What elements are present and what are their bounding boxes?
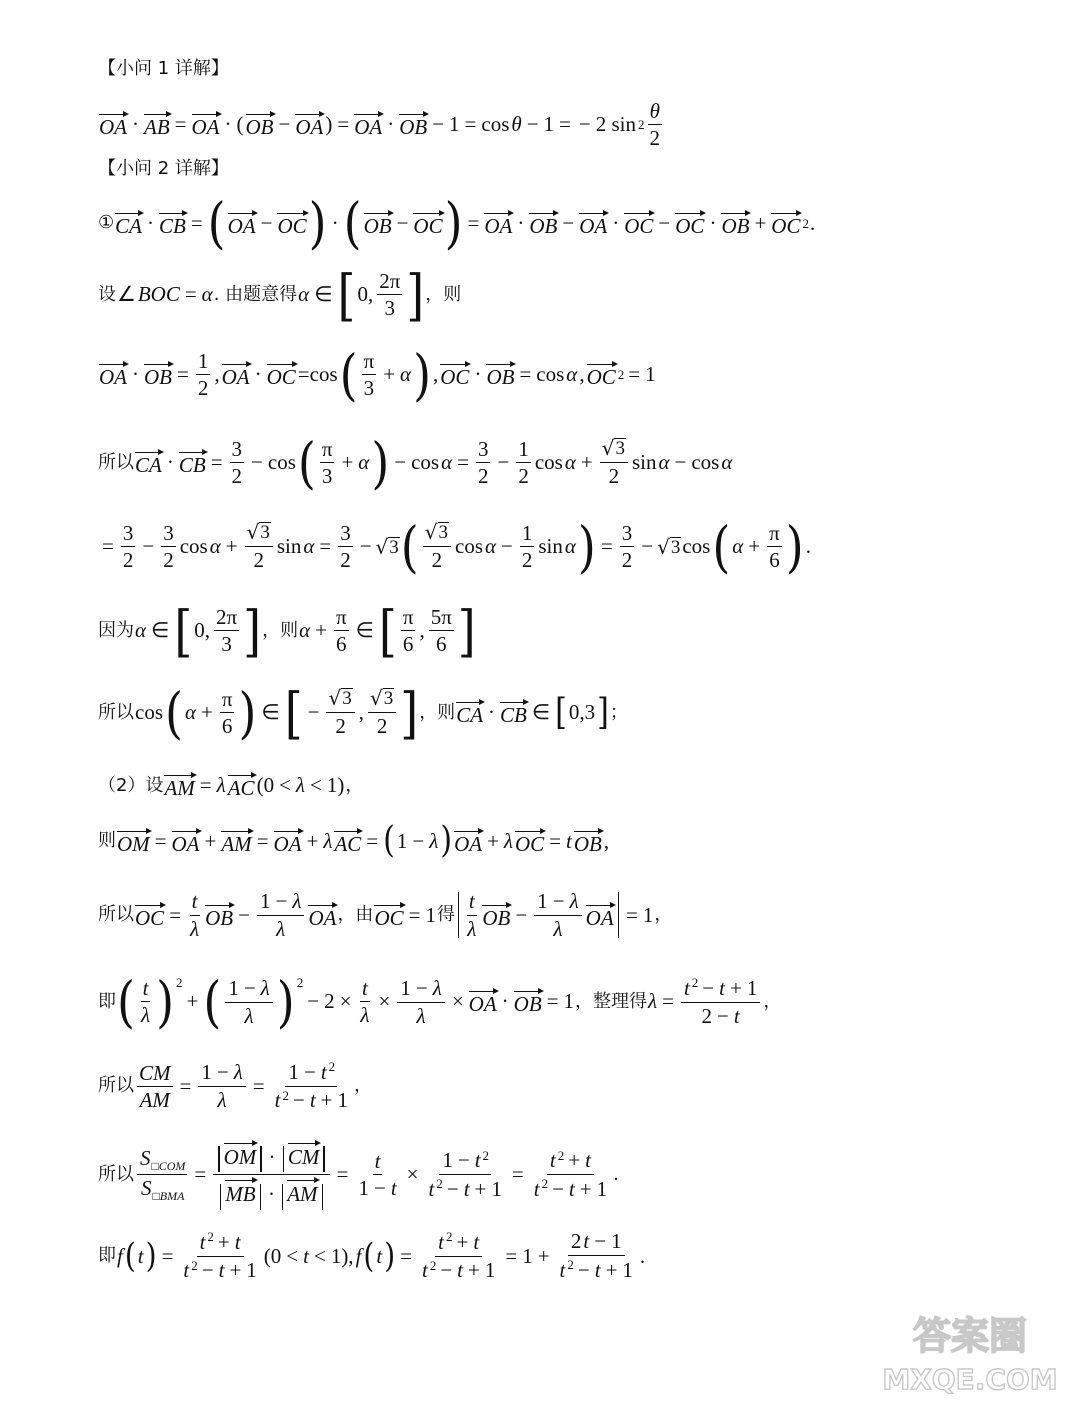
ie-text-2: 即	[98, 1245, 116, 1267]
then-text-3: ，则	[419, 701, 456, 723]
semicolon-text: ；	[609, 701, 628, 723]
formula-square: 即 ( $\frac{t}{\lambda}$ ) 2 + ( $\frac{1 - \lambda}{\lambda}$ ) 2 − 2 × $\frac{t}{\lambda}$ × $\frac{1 - \lambda}{\lambda}$ × OA · OB = 1 ，整理得 λ = $\frac{t ^2 - t + 1}{2 - t}$ ，	[98, 969, 782, 1035]
set-text: 设	[98, 283, 116, 305]
formula-ca-cb-expand: ① CA · CB = ( OA − OC ) · ( OB − OC ) = OA · OB − OA · OC − OC · OB + OC 2 .	[98, 190, 816, 256]
heading-q2-text: 【小问 2 详解】	[98, 158, 229, 179]
watermark-bottom: MXQE.COM	[882, 1363, 1058, 1396]
watermark-logo	[880, 1307, 1060, 1397]
formula-f-t: 即 f ( t ) = $\frac{t ^2 + t}{t ^2 - t + 1}$ (0 < t < 1), f ( t ) = $\frac{t ^2 + t}{t ^2 - t + 1}$ = 1 + $\frac{2t - 1}{t ^2 - t + 1}$ .	[98, 1229, 646, 1283]
then-text-4: 则	[98, 830, 116, 851]
watermark-top: 答案圈	[912, 1314, 1028, 1358]
part2-text: （2）设	[98, 774, 164, 796]
because-text: 因为	[98, 619, 134, 641]
heading-q1	[98, 60, 229, 78]
formula-dot-products: OA · OB = $\frac{1}{2}$ , OA · OC =cos ( $\frac{\pi}{3}$ + α ) , OC · OB = cos α , OC 2 = 1	[99, 342, 656, 407]
tidy-text: ，整理得	[575, 990, 647, 1012]
comma-text-5: ，	[354, 1075, 373, 1097]
then-text-2: ，则	[262, 619, 299, 641]
heading-q1-text: 【小问 1 详解】	[98, 58, 229, 79]
by-text: . 由题意得	[213, 283, 298, 305]
so-text-4: 所以	[98, 1075, 134, 1097]
formula-oa-ab: OA · AB = OA · ( OB − OA ) = OA · OB − 1 = cos θ − 1 = − 2 sin 2 $\frac{\theta}{2}$	[99, 99, 660, 151]
formula-oc: 所以 OC = $\frac{t}{\lambda}$ OB − $\frac{1 - \lambda}{\lambda}$ OA ，由 OC = 1 得 $\frac{t}{\lambda}$ OB − $\frac{1 - \lambda}{\lambda}$ OA = 1 ，	[98, 889, 673, 941]
circle-one-label: ①	[98, 212, 115, 233]
period-text: .	[613, 1163, 619, 1185]
comma-text-4: ，	[763, 990, 782, 1012]
formula-part2-set: （2）设 AM = λ AC (0 < λ < 1) ，	[98, 773, 364, 800]
heading-q2	[98, 160, 229, 178]
so-text-3: 所以	[98, 904, 134, 926]
so-text-2: 所以	[98, 701, 134, 723]
comma-text-1: ，	[345, 774, 364, 796]
formula-range-alpha: 因为 α ∈ [ 0, $\frac{2\pi}{3}$ ] ，则 α + $\frac{\pi}{6}$ ∈ [ $\frac{\pi}{6}$ , $\frac{5\pi}{6}$ ]	[98, 598, 476, 663]
formula-ca-cb-1: 所以 CA · CB = $\frac{3}{2}$ − cos ( $\frac{\pi}{3}$ + α ) − cos α = $\frac{3}{2}$ − $\frac{1}{2}$ cos α + √ 3 2 sin α − cos α	[98, 430, 733, 495]
formula-cm-am: 所以 $\frac{CM}{AM}$ = $\frac{1 - \lambda}{\lambda}$ = $\frac{1 - t ^2}{t ^2 - t + 1}$ ，	[98, 1059, 373, 1113]
so-text-5: 所以	[98, 1163, 134, 1185]
formula-area-ratio: 所以 $\frac{S_{□COM}}{S_{□BMA}}$ = $\frac{OM \cdot CM}{MB \cdot AM}$ = $\frac{t}{1 - t}$ × $\frac{1 - t ^2}{t ^2 - t + 1}$ = $\frac{t ^2 + t}{t ^2 - t + 1}$ .	[98, 1140, 619, 1210]
get-text: 得	[436, 904, 455, 926]
formula-cos-range: 所以 cos ( α + $\frac{\pi}{6}$ ) ∈ [ − √ 3 2 , √ 3 2 ] ，则 CA · CB ∈ [ 0,3 ] ；	[98, 680, 628, 745]
formula-ca-cb-2: = $\frac{3}{2}$ − $\frac{3}{2}$ cos α + √ 3 2 sin α = $\frac{3}{2}$ − √ 3 ( √ 3 2 cos α − $\frac{1}{2}$ sin α ) = $\frac{3}{2}$ − √ 3 cos ( α + $\frac{\pi}{6}$ ) .	[102, 514, 811, 579]
so-text-1: 所以	[98, 451, 134, 473]
comma-text-3: ，	[654, 904, 673, 926]
formula-set-angle: 设 ∠ BOC = α . 由题意得 α ∈ [ 0, $\frac{2\pi}{3}$ ] ，则	[98, 262, 462, 327]
formula-om: 则 OM = OA + AM = OA + λ AC = ( 1 − λ ) OA + λ OC = t OB ,	[98, 819, 610, 862]
ie-text-1: 即	[98, 990, 116, 1012]
then-text-1: ，则	[425, 283, 462, 305]
